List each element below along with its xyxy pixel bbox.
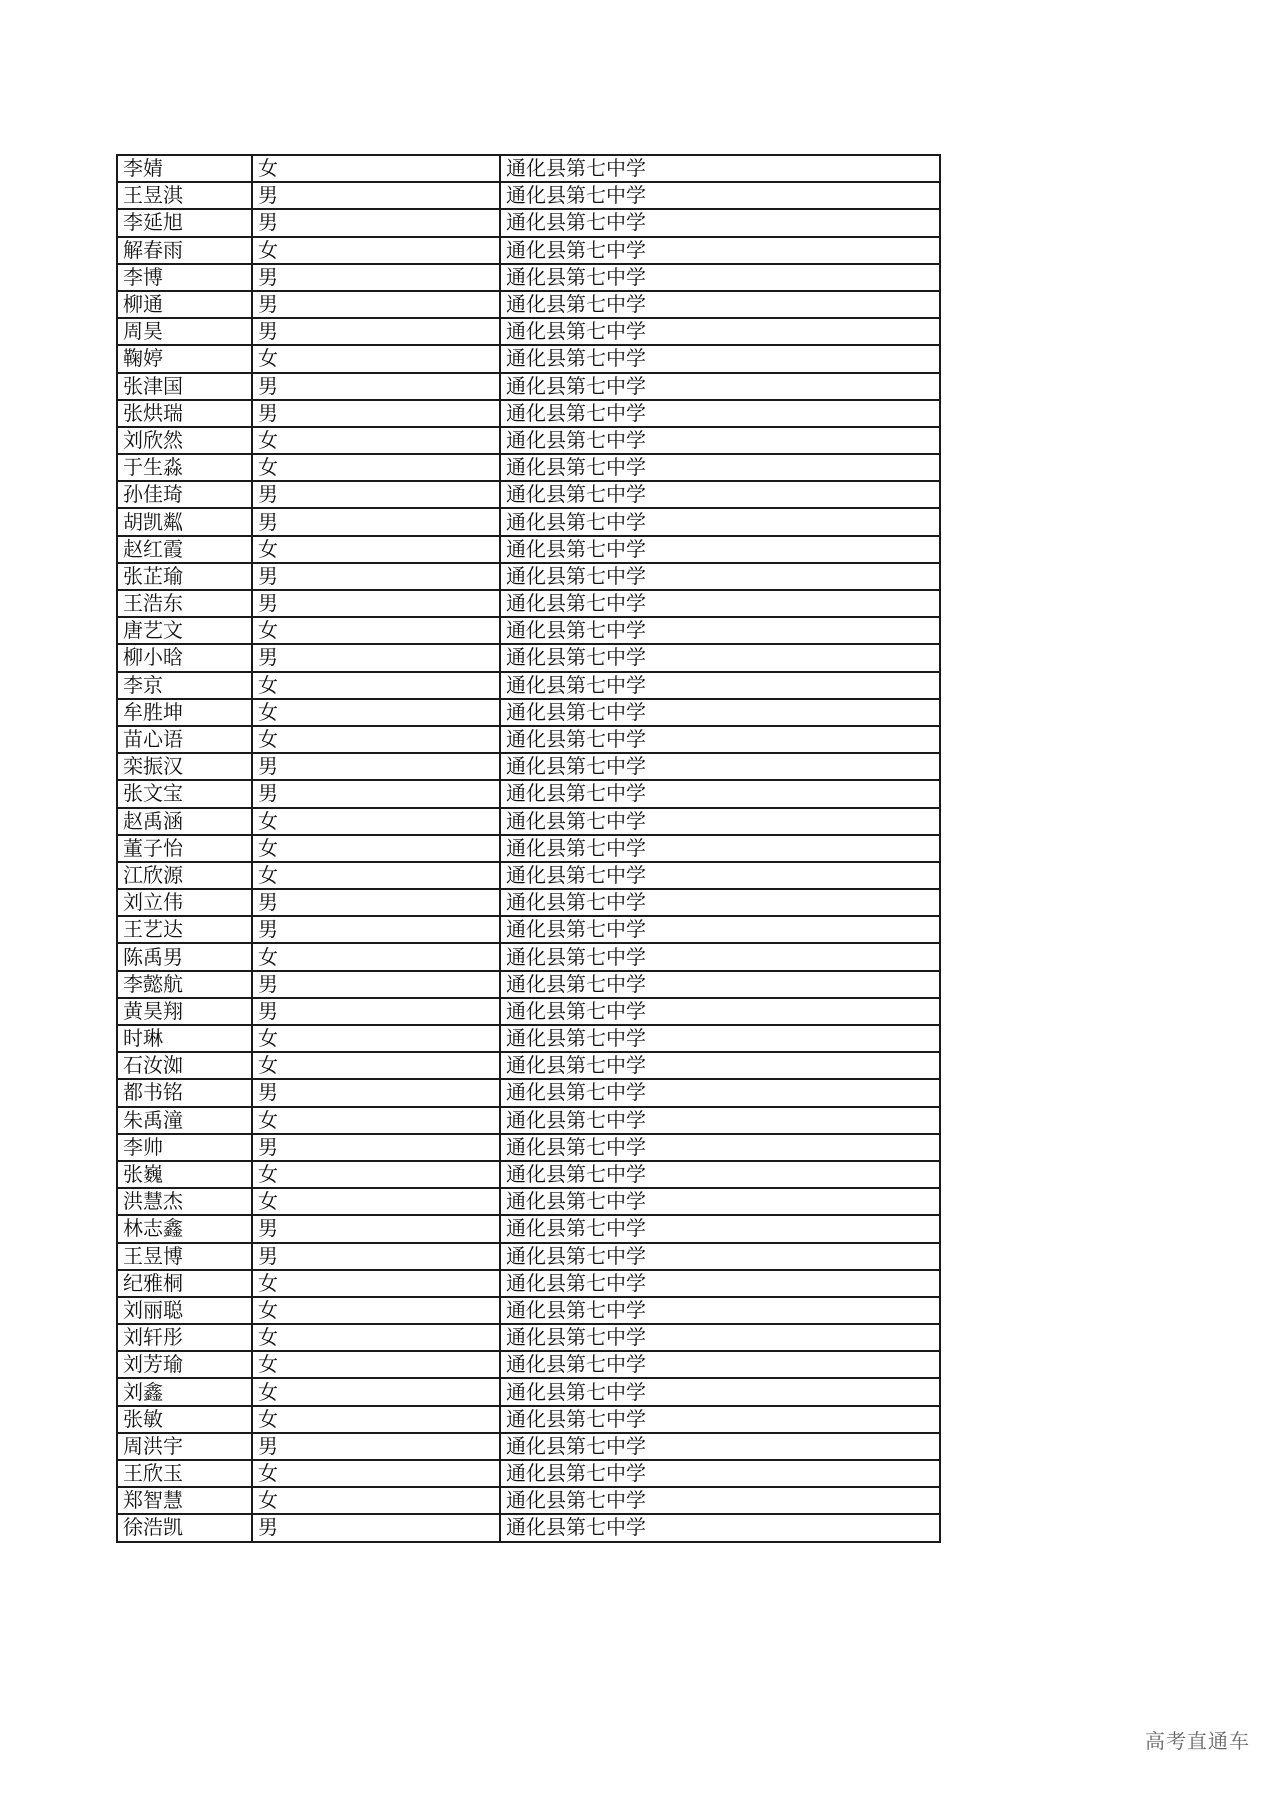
gender-cell: 女: [252, 1351, 500, 1378]
name-cell: 刘丽聪: [117, 1297, 252, 1324]
gender-cell: 女: [252, 1487, 500, 1514]
gender-cell: 女: [252, 943, 500, 970]
table-row: [117, 1052, 940, 1079]
name-cell: 赵禹涵: [117, 808, 252, 835]
gender-cell: 女: [252, 1324, 500, 1351]
table-row: [117, 264, 940, 291]
school-cell: 通化县第七中学: [500, 318, 940, 345]
gender-cell: 女: [252, 536, 500, 563]
student-table: [116, 154, 941, 1543]
name-cell: 唐艺文: [117, 617, 252, 644]
school-cell: 通化县第七中学: [500, 1215, 940, 1242]
table-row: [117, 590, 940, 617]
gender-cell: 女: [252, 835, 500, 862]
school-cell: 通化县第七中学: [500, 291, 940, 318]
gender-cell: 女: [252, 726, 500, 753]
table-row: [117, 753, 940, 780]
gender-cell: 男: [252, 291, 500, 318]
watermark-text: 高考直通车: [1145, 1729, 1250, 1753]
name-cell: 牟胜坤: [117, 699, 252, 726]
gender-cell: 女: [252, 345, 500, 372]
table-row: [117, 1297, 940, 1324]
school-cell: 通化县第七中学: [500, 345, 940, 372]
school-cell: 通化县第七中学: [500, 1243, 940, 1270]
name-cell: 王昱淇: [117, 182, 252, 209]
table-row: [117, 1243, 940, 1270]
school-cell: 通化县第七中学: [500, 644, 940, 671]
gender-cell: 男: [252, 508, 500, 535]
table-row: [117, 1161, 940, 1188]
school-cell: 通化县第七中学: [500, 1406, 940, 1433]
gender-cell: 男: [252, 563, 500, 590]
table-row: [117, 1351, 940, 1378]
table-row: [117, 237, 940, 264]
gender-cell: 男: [252, 1514, 500, 1541]
table-row: [117, 780, 940, 807]
gender-cell: 男: [252, 1243, 500, 1270]
table-row: [117, 835, 940, 862]
name-cell: 解春雨: [117, 237, 252, 264]
gender-cell: 男: [252, 264, 500, 291]
school-cell: 通化县第七中学: [500, 1460, 940, 1487]
gender-cell: 女: [252, 1270, 500, 1297]
school-cell: 通化县第七中学: [500, 536, 940, 563]
name-cell: 刘立伟: [117, 889, 252, 916]
school-cell: 通化县第七中学: [500, 1052, 940, 1079]
gender-cell: 女: [252, 1297, 500, 1324]
table-row: [117, 1324, 940, 1351]
school-cell: 通化县第七中学: [500, 155, 940, 182]
table-row: [117, 563, 940, 590]
gender-cell: 男: [252, 971, 500, 998]
name-cell: 李帅: [117, 1134, 252, 1161]
table-row: [117, 1079, 940, 1106]
gender-cell: 男: [252, 998, 500, 1025]
name-cell: 石汝洳: [117, 1052, 252, 1079]
name-cell: 李懿航: [117, 971, 252, 998]
table-row: [117, 1270, 940, 1297]
gender-cell: 男: [252, 590, 500, 617]
gender-cell: 男: [252, 209, 500, 236]
gender-cell: 男: [252, 780, 500, 807]
school-cell: 通化县第七中学: [500, 373, 940, 400]
gender-cell: 女: [252, 862, 500, 889]
table-row: [117, 345, 940, 372]
name-cell: 王昱博: [117, 1243, 252, 1270]
gender-cell: 男: [252, 1215, 500, 1242]
student-table-body: [117, 155, 940, 1542]
name-cell: 王浩东: [117, 590, 252, 617]
school-cell: 通化县第七中学: [500, 182, 940, 209]
gender-cell: 女: [252, 1025, 500, 1052]
name-cell: 张巍: [117, 1161, 252, 1188]
school-cell: 通化县第七中学: [500, 943, 940, 970]
table-row: [117, 454, 940, 481]
school-cell: 通化县第七中学: [500, 726, 940, 753]
gender-cell: 男: [252, 1134, 500, 1161]
school-cell: 通化县第七中学: [500, 1107, 940, 1134]
table-row: [117, 1188, 940, 1215]
gender-cell: 男: [252, 1079, 500, 1106]
school-cell: 通化县第七中学: [500, 1324, 940, 1351]
school-cell: 通化县第七中学: [500, 454, 940, 481]
table-row: [117, 1487, 940, 1514]
gender-cell: 男: [252, 318, 500, 345]
gender-cell: 女: [252, 454, 500, 481]
school-cell: 通化县第七中学: [500, 889, 940, 916]
table-row: [117, 508, 940, 535]
table-row: [117, 400, 940, 427]
name-cell: 林志鑫: [117, 1215, 252, 1242]
gender-cell: 女: [252, 237, 500, 264]
gender-cell: 女: [252, 1378, 500, 1405]
name-cell: 刘芳瑜: [117, 1351, 252, 1378]
gender-cell: 男: [252, 916, 500, 943]
school-cell: 通化县第七中学: [500, 753, 940, 780]
gender-cell: 女: [252, 1406, 500, 1433]
table-row: [117, 318, 940, 345]
gender-cell: 女: [252, 427, 500, 454]
gender-cell: 女: [252, 808, 500, 835]
gender-cell: 女: [252, 699, 500, 726]
name-cell: 周昊: [117, 318, 252, 345]
name-cell: 董子怡: [117, 835, 252, 862]
gender-cell: 男: [252, 1433, 500, 1460]
table-row: [117, 209, 940, 236]
school-cell: 通化县第七中学: [500, 209, 940, 236]
name-cell: 柳通: [117, 291, 252, 318]
name-cell: 时琳: [117, 1025, 252, 1052]
school-cell: 通化县第七中学: [500, 808, 940, 835]
gender-cell: 女: [252, 155, 500, 182]
gender-cell: 女: [252, 617, 500, 644]
school-cell: 通化县第七中学: [500, 998, 940, 1025]
name-cell: 郑智慧: [117, 1487, 252, 1514]
school-cell: 通化县第七中学: [500, 1514, 940, 1541]
table-row: [117, 998, 940, 1025]
table-row: [117, 862, 940, 889]
school-cell: 通化县第七中学: [500, 563, 940, 590]
table-row: [117, 617, 940, 644]
gender-cell: 男: [252, 182, 500, 209]
gender-cell: 男: [252, 373, 500, 400]
name-cell: 陈禹男: [117, 943, 252, 970]
name-cell: 刘鑫: [117, 1378, 252, 1405]
name-cell: 李京: [117, 672, 252, 699]
table-row: [117, 943, 940, 970]
school-cell: 通化县第七中学: [500, 699, 940, 726]
table-row: [117, 291, 940, 318]
table-row: [117, 726, 940, 753]
name-cell: 王欣玉: [117, 1460, 252, 1487]
school-cell: 通化县第七中学: [500, 237, 940, 264]
name-cell: 鞠婷: [117, 345, 252, 372]
table-row: [117, 644, 940, 671]
table-row: [117, 916, 940, 943]
school-cell: 通化县第七中学: [500, 1134, 940, 1161]
name-cell: 洪慧杰: [117, 1188, 252, 1215]
name-cell: 栾振汉: [117, 753, 252, 780]
school-cell: 通化县第七中学: [500, 1270, 940, 1297]
gender-cell: 男: [252, 481, 500, 508]
name-cell: 周洪宇: [117, 1433, 252, 1460]
name-cell: 都书铭: [117, 1079, 252, 1106]
school-cell: 通化县第七中学: [500, 1351, 940, 1378]
school-cell: 通化县第七中学: [500, 862, 940, 889]
table-row: [117, 182, 940, 209]
school-cell: 通化县第七中学: [500, 1161, 940, 1188]
school-cell: 通化县第七中学: [500, 427, 940, 454]
table-row: [117, 672, 940, 699]
gender-cell: 男: [252, 644, 500, 671]
table-row: [117, 971, 940, 998]
name-cell: 纪雅桐: [117, 1270, 252, 1297]
table-row: [117, 1460, 940, 1487]
school-cell: 通化县第七中学: [500, 672, 940, 699]
school-cell: 通化县第七中学: [500, 1487, 940, 1514]
table-row: [117, 1025, 940, 1052]
table-row: [117, 1378, 940, 1405]
name-cell: 孙佳琦: [117, 481, 252, 508]
name-cell: 张津国: [117, 373, 252, 400]
gender-cell: 女: [252, 1052, 500, 1079]
gender-cell: 女: [252, 1161, 500, 1188]
table-row: [117, 373, 940, 400]
name-cell: 胡凯粼: [117, 508, 252, 535]
school-cell: 通化县第七中学: [500, 1378, 940, 1405]
gender-cell: 男: [252, 889, 500, 916]
gender-cell: 女: [252, 1107, 500, 1134]
table-row: [117, 427, 940, 454]
school-cell: 通化县第七中学: [500, 400, 940, 427]
table-row: [117, 1134, 940, 1161]
name-cell: 刘欣然: [117, 427, 252, 454]
name-cell: 张烘瑞: [117, 400, 252, 427]
name-cell: 柳小晗: [117, 644, 252, 671]
name-cell: 苗心语: [117, 726, 252, 753]
name-cell: 江欣源: [117, 862, 252, 889]
school-cell: 通化县第七中学: [500, 916, 940, 943]
name-cell: 李博: [117, 264, 252, 291]
name-cell: 刘轩彤: [117, 1324, 252, 1351]
school-cell: 通化县第七中学: [500, 1188, 940, 1215]
school-cell: 通化县第七中学: [500, 590, 940, 617]
name-cell: 王艺达: [117, 916, 252, 943]
school-cell: 通化县第七中学: [500, 780, 940, 807]
table-row: [117, 889, 940, 916]
table-row: [117, 155, 940, 182]
name-cell: 朱禹潼: [117, 1107, 252, 1134]
school-cell: 通化县第七中学: [500, 1079, 940, 1106]
school-cell: 通化县第七中学: [500, 835, 940, 862]
table-row: [117, 481, 940, 508]
school-cell: 通化县第七中学: [500, 481, 940, 508]
table-row: [117, 1433, 940, 1460]
gender-cell: 男: [252, 400, 500, 427]
table-row: [117, 699, 940, 726]
name-cell: 赵红霞: [117, 536, 252, 563]
table-row: [117, 808, 940, 835]
school-cell: 通化县第七中学: [500, 1297, 940, 1324]
school-cell: 通化县第七中学: [500, 617, 940, 644]
school-cell: 通化县第七中学: [500, 508, 940, 535]
name-cell: 黄昊翔: [117, 998, 252, 1025]
name-cell: 张文宝: [117, 780, 252, 807]
gender-cell: 女: [252, 1460, 500, 1487]
gender-cell: 女: [252, 672, 500, 699]
table-row: [117, 536, 940, 563]
name-cell: 张敏: [117, 1406, 252, 1433]
name-cell: 徐浩凯: [117, 1514, 252, 1541]
table-row: [117, 1215, 940, 1242]
school-cell: 通化县第七中学: [500, 1433, 940, 1460]
name-cell: 李延旭: [117, 209, 252, 236]
gender-cell: 男: [252, 753, 500, 780]
table-row: [117, 1406, 940, 1433]
school-cell: 通化县第七中学: [500, 971, 940, 998]
name-cell: 于生淼: [117, 454, 252, 481]
name-cell: 李婧: [117, 155, 252, 182]
gender-cell: 女: [252, 1188, 500, 1215]
table-row: [117, 1107, 940, 1134]
school-cell: 通化县第七中学: [500, 1025, 940, 1052]
name-cell: 张芷瑜: [117, 563, 252, 590]
table-row: [117, 1514, 940, 1541]
school-cell: 通化县第七中学: [500, 264, 940, 291]
